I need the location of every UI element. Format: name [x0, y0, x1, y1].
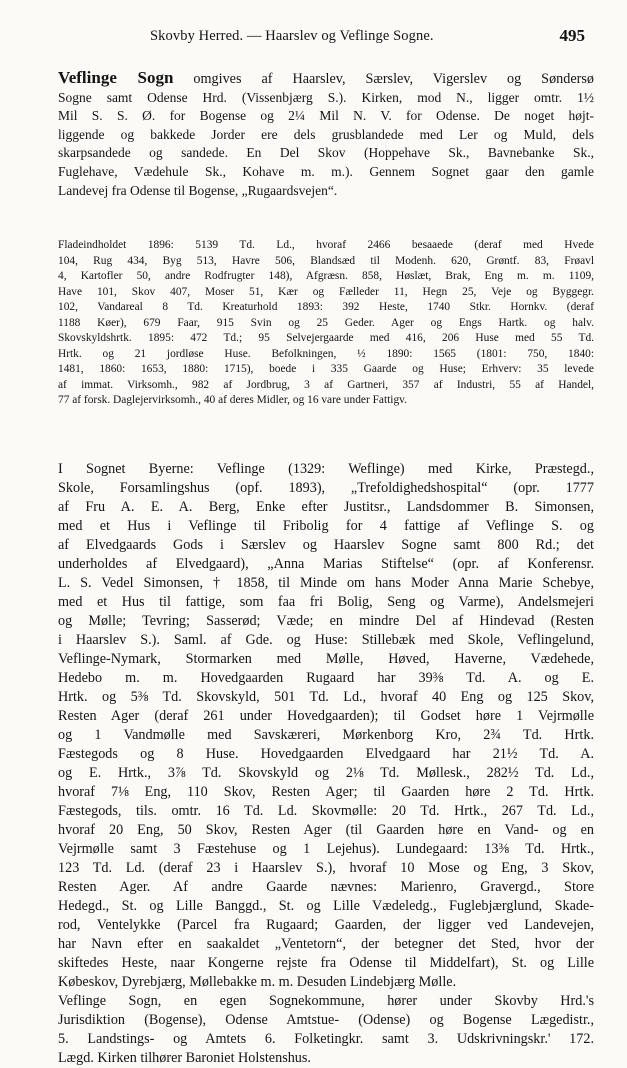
- main-line: af Fru A. E. A. Berg, Enke efter Justitsr., Landsdommer B. Simonsen,: [58, 499, 594, 515]
- stats-line: Have 101, Skov 407, Moser 51, Kær og Fælleder 11, Hegn 25, Veje og Byggegr.: [58, 285, 594, 298]
- main-line: Veflinge-Nymark, Stormarken med Mølle, Høved, Haverne, Vædehede,: [58, 651, 594, 667]
- stats-line: Fladeindholdet 1896: 5139 Td. Ld., hvoraf 2466 besaaede (deraf med Hvede: [58, 239, 594, 251]
- stats-line: 4, Kartofler 50, andre Rodfrugter 148), Afgræsn. 858, Høslæt, Brak, Eng m. m. 1109,: [58, 270, 594, 282]
- running-head: Skovby Herred. — Haarslev og Veflinge Sogne.: [150, 28, 434, 44]
- stats-line: 1188 Køer), 679 Faar, 915 Svin og 25 Geder. Ager og Engs Hartk. og halv.: [58, 316, 594, 329]
- main-line: Hedebo m. m. Hovedgaarden Rugaard har 39⅜ Td. A. og E.: [58, 670, 594, 686]
- main-line: og E. Hrtk., 3⅞ Td. Skovskyld og 2⅛ Td. Møllesk., 282½ Td. Ld.,: [58, 765, 594, 781]
- main-line: Købeskov, Dyrebjærg, Møllebakke m. m. Desuden Lindebjærg Mølle.: [58, 974, 457, 990]
- section-lead: Veflinge Sogn: [58, 69, 174, 87]
- main-line: af Elvedgaards Gods i Særslev og Haarslev Sogne samt 800 Rd.; det: [58, 537, 594, 553]
- main-line: I Sognet Byerne: Veflinge (1329: Weflinge) med Kirke, Præstegd.,: [58, 461, 594, 477]
- text-line-span: omgives af Haarslev, Særslev, Vigerslev og Søndersø: [173, 71, 594, 87]
- text-line: Fuglehave, Vædehule Sk., Kohave m. m.). Gennem Sognet gaar den gamle: [58, 163, 594, 179]
- page-header: [0, 26, 627, 50]
- text-line: Sogne samt Odense Hrd. (Vissenbjærg S.). Kirken, mod N., ligger omtr. 1½: [58, 89, 594, 105]
- text-line: Landevej fra Odense til Bogense, „Rugaardsvejen“.: [58, 182, 338, 198]
- main-line: med et Hus til fattige, som faa fri Bolig, Seng og Varme), Andelsmejeri: [58, 594, 594, 610]
- main-line: i Haarslev S.). Saml. af Gde. og Huse: Stillebæk med Skole, Veflingelund,: [58, 632, 594, 648]
- stats-line: 104, Rug 434, Byg 513, Havre 506, Blandsæd til Modenh. 620, Grøntf. 83, Frøavl: [58, 254, 594, 267]
- main-line: hvoraf 7⅛ Eng, 110 Skov, Resten Ager; til Gaarden høre 2 Td. Hrtk.: [58, 784, 594, 800]
- page-number: 495: [559, 26, 585, 45]
- main-line: har Navn efter en saakaldet „Ventetorn“, der betegner det Sted, hvor der: [58, 936, 594, 952]
- text-line: skarpsandede og sandede. En Del Skov (Hoppehave Sk., Bavnebanke Sk.,: [58, 145, 594, 161]
- stats-line: Skovskyldshrtk. 1895: 472 Td.; 95 Selvejergaarde med 416, 206 Huse med 55 Td.: [58, 332, 594, 344]
- main-line: 5. Landstings- og Amtets 6. Folketingkr. samt 3. Udskrivningskr.' 172.: [58, 1031, 594, 1047]
- stats-line: 1481, 1860: 1653, 1880: 1715), boede i 335 Gaarde og Huse; Erhverv: 35 levede: [58, 363, 594, 375]
- main-line: Fæstegods og 8 Huse. Hovedgaarden Elvedgaard har 21½ Td. A.: [58, 746, 594, 762]
- text-line: liggende og bakkede Jorder ere dels grusblandede med Ler og Muld, dels: [58, 126, 594, 142]
- stats-line: Hrtk. og 21 jordløse Huse. Befolkningen, ½ 1890: 1565 (1801: 750, 1840:: [58, 347, 594, 360]
- main-line: og 1 Vandmølle med Savskæreri, Mørkenborg Kro, 2¾ Td. Hrtk.: [58, 727, 594, 743]
- stats-line: af immat. Virksomh., 982 af Jordbrug, 3 af Gartneri, 357 af Industri, 55 af Handel,: [58, 378, 594, 391]
- main-line: Hrtk. og 5⅜ Td. Skovskyld, 501 Td. Ld., hvoraf 40 Eng og 125 Skov,: [58, 689, 594, 705]
- main-line: hvoraf 20 Eng, 50 Skov, Resten Ager (til Gaarden høre en Vand- og en: [58, 822, 594, 838]
- stats-line: 77 af forsk. Daglejervirksomh., 40 af deres Midler, og 16 vare under Fattigv.: [58, 394, 407, 406]
- main-line: Resten Ager (deraf 261 under Hovedgaarden); til Godset høre 1 Vejrmølle: [58, 708, 594, 724]
- main-line: skiftedes Heste, naar Kongerne rejste fra Odense til Middelfart), St. og Lille: [58, 955, 594, 971]
- main-line: Fæstegods, tils. omtr. 16 Td. Ld. Skovmølle: 20 Td. Hrtk., 267 Td. Ld.,: [58, 803, 594, 819]
- main-line: underholdes af Elvedgaard), „Anna Marias Stiftelse“ (opr. af Konferensr.: [58, 556, 594, 572]
- main-line: Hedegd., St. og Lille Banggd., St. og Lille Vædeledg., Fuglebjærglund, Skade-: [58, 898, 594, 914]
- text-line: [58, 69, 594, 89]
- main-line: 123 Td. Ld. (deraf 23 i Haarslev S.), hvoraf 10 Mose og Eng, 3 Skov,: [58, 860, 594, 876]
- main-line: Resten Ager. Af andre Gaarde nævnes: Marienro, Gravergd., Store: [58, 879, 594, 895]
- main-line: Skole, Forsamlingshus (opf. 1893), „Trefoldighedshospital“ (opr. 1777: [58, 480, 594, 496]
- stats-line: 102, Vandareal 8 Td. Kreaturhold 1893: 392 Heste, 1740 Stkr. Hornkv. (deraf: [58, 301, 594, 313]
- main-line: rod, Ventelykke (Parcel fra Rugaard; Gaarden, der ligger ved Landevejen,: [58, 917, 594, 933]
- main-paragraph: [58, 460, 594, 1068]
- main-line: og Mølle; Tevring; Sasserød; Væde; en mindre Del af Hindevad (Resten: [58, 613, 594, 629]
- main-line: Lægd. Kirken tilhører Baroniet Holstenshus.: [58, 1050, 311, 1066]
- main-line: Veflinge Sogn, en egen Sognekommune, hører under Skovby Hrd.'s: [58, 993, 594, 1009]
- main-line: med et Hus i Veflinge til Fribolig for 4 fattige af Veflinge S. og: [58, 518, 594, 534]
- main-line: Vejrmølle samt 3 Fæstehuse og 1 Lejehus). Lundegaard: 13⅜ Td. Hrtk.,: [58, 841, 594, 857]
- intro-paragraph: [58, 69, 594, 200]
- main-line: L. S. Vedel Simonsen, † 1858, til Minde om hans Moder Anna Marie Schebye,: [58, 575, 594, 591]
- main-line: Jurisdiktion (Bogense), Odense Amtstue- (Odense) og Bogense Lægedistr.,: [58, 1012, 594, 1028]
- statistics-paragraph: [58, 238, 594, 409]
- text-line: Mil S. S. Ø. for Bogense og 2¼ Mil N. V. for Odense. De noget højt-: [58, 108, 594, 124]
